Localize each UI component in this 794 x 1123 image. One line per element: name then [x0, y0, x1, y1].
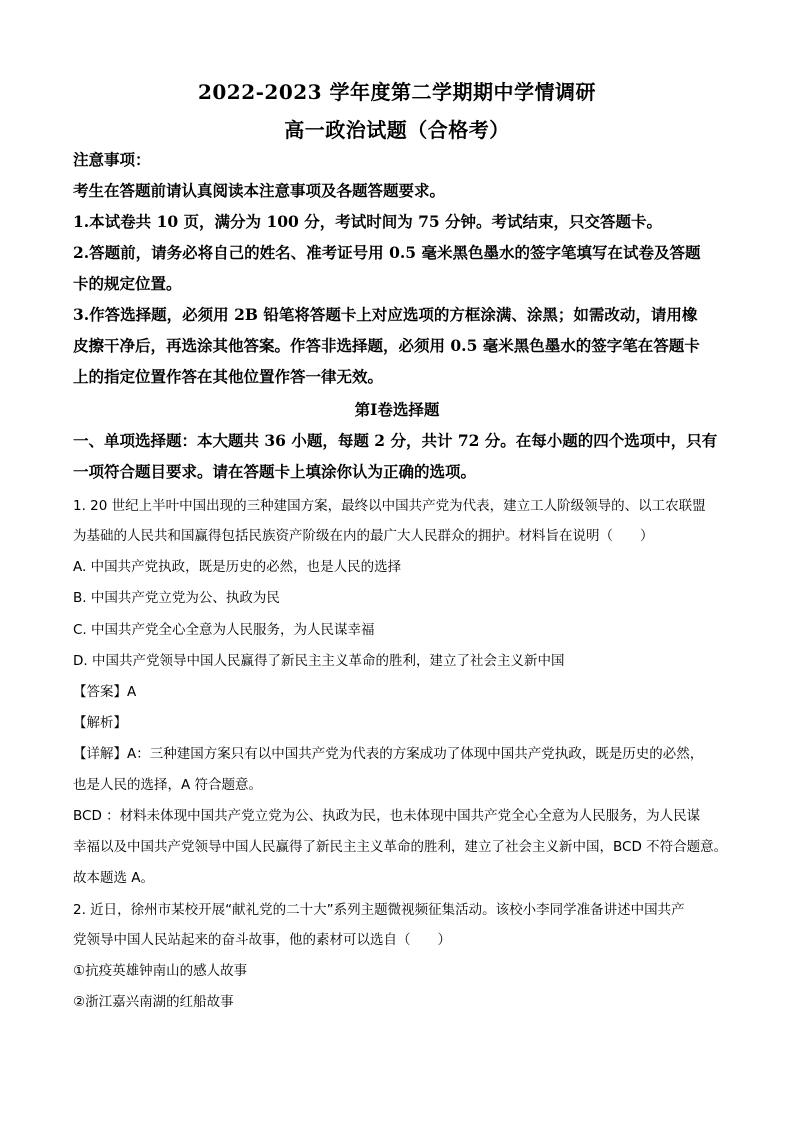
q1-option-b: B. 中国共产党立党为公、执政为民: [73, 590, 280, 606]
notice-item-1: 1.本试卷共 10 页，满分为 100 分，考试时间为 75 分钟。考试结束，只交答题卡。: [73, 212, 663, 231]
section-title: 第Ⅰ卷选择题: [354, 400, 440, 419]
q1-bcd-analysis-cont: 幸福以及中国共产党领导中国人民赢得了新民主主义革命的胜利，建立了社会主义新中国，BCD 不符合题意。: [73, 839, 728, 855]
q2-stem: 2. 近日，徐州市某校开展“献礼党的二十大”系列主题微视频征集活动。该校小李同学准备讲述中国共产: [73, 902, 685, 918]
exam-title: 2022-2023 学年度第二学期期中学情调研: [197, 80, 597, 104]
answer-tag: 【答案】: [73, 684, 127, 700]
notice-item-2-cont: 卡的规定位置。: [73, 274, 182, 293]
exam-subtitle: 高一政治试题（合格考）: [284, 118, 510, 142]
notice-item-3: 3.作答选择题，必须用 2B 铅笔将答题卡上对应选项的方框涂满、涂黑；如需改动，请用橡: [73, 305, 698, 324]
q1-analysis-tag: 【解析】: [73, 715, 127, 731]
notice-item-3-cont: 皮擦干净后，再选涂其他答案。作答非选择题，必须用 0.5 毫米黑色墨水的签字笔在答题卡: [73, 336, 700, 355]
section-instructions: 一、单项选择题：本大题共 36 小题，每题 2 分，共计 72 分。在每小题的四个选项中，只有: [73, 431, 718, 450]
notice-intro: 考生在答题前请认真阅读本注意事项及各题答题要求。: [73, 181, 446, 200]
q1-stem-cont: 为基础的人民共和国赢得包括民族资产阶级在内的最广大人民群众的拥护。材料旨在说明（ ）: [73, 528, 654, 544]
q1-bcd-analysis: BCD ：材料未体现中国共产党立党为公、执政为民，也未体现中国共产党全心全意为人民服务，为人民谋: [73, 808, 701, 824]
q1-answer: [73, 682, 733, 702]
notice-item-2: 2.答题前，请务必将自己的姓名、准考证号用 0.5 毫米黑色墨水的签字笔填写在试卷及答题: [73, 243, 701, 262]
q1-stem: 1. 20 世纪上半叶中国出现的三种建国方案，最终以中国共产党为代表，建立工人阶级领导的、以工农联盟: [73, 498, 706, 514]
q2-item-2: ②浙江嘉兴南湖的红船故事: [73, 994, 234, 1010]
q1-detail: [73, 744, 733, 764]
q1-option-d: D. 中国共产党领导中国人民赢得了新民主主义革命的胜利，建立了社会主义新中国: [73, 653, 565, 669]
q1-detail-cont: 也是人民的选择，A 符合题意。: [73, 777, 263, 793]
q1-option-c: C. 中国共产党全心全意为人民服务，为人民谋幸福: [73, 622, 375, 638]
notice-heading: 注意事项：: [73, 150, 151, 169]
q2-stem-cont: 党领导中国人民站起来的奋斗故事，他的素材可以选自（ ）: [73, 932, 451, 948]
q1-option-a: A. 中国共产党执政，既是历史的必然，也是人民的选择: [73, 559, 402, 575]
q2-item-1: ①抗疫英雄钟南山的感人故事: [73, 963, 248, 979]
section-instructions-cont: 一项符合题目要求。请在答题卡上填涂你认为正确的选项。: [73, 462, 477, 481]
detail-tag: 【详解】: [73, 746, 127, 762]
notice-item-3-end: 上的指定位置作答在其他位置作答一律无效。: [73, 367, 384, 386]
q1-conclusion: 故本题选 A。: [73, 870, 155, 886]
answer-value: A: [127, 684, 137, 700]
detail-text: A：三种建国方案只有以中国共产党为代表的方案成功了体现中国共产党执政，既是历史的必然，: [127, 746, 704, 762]
